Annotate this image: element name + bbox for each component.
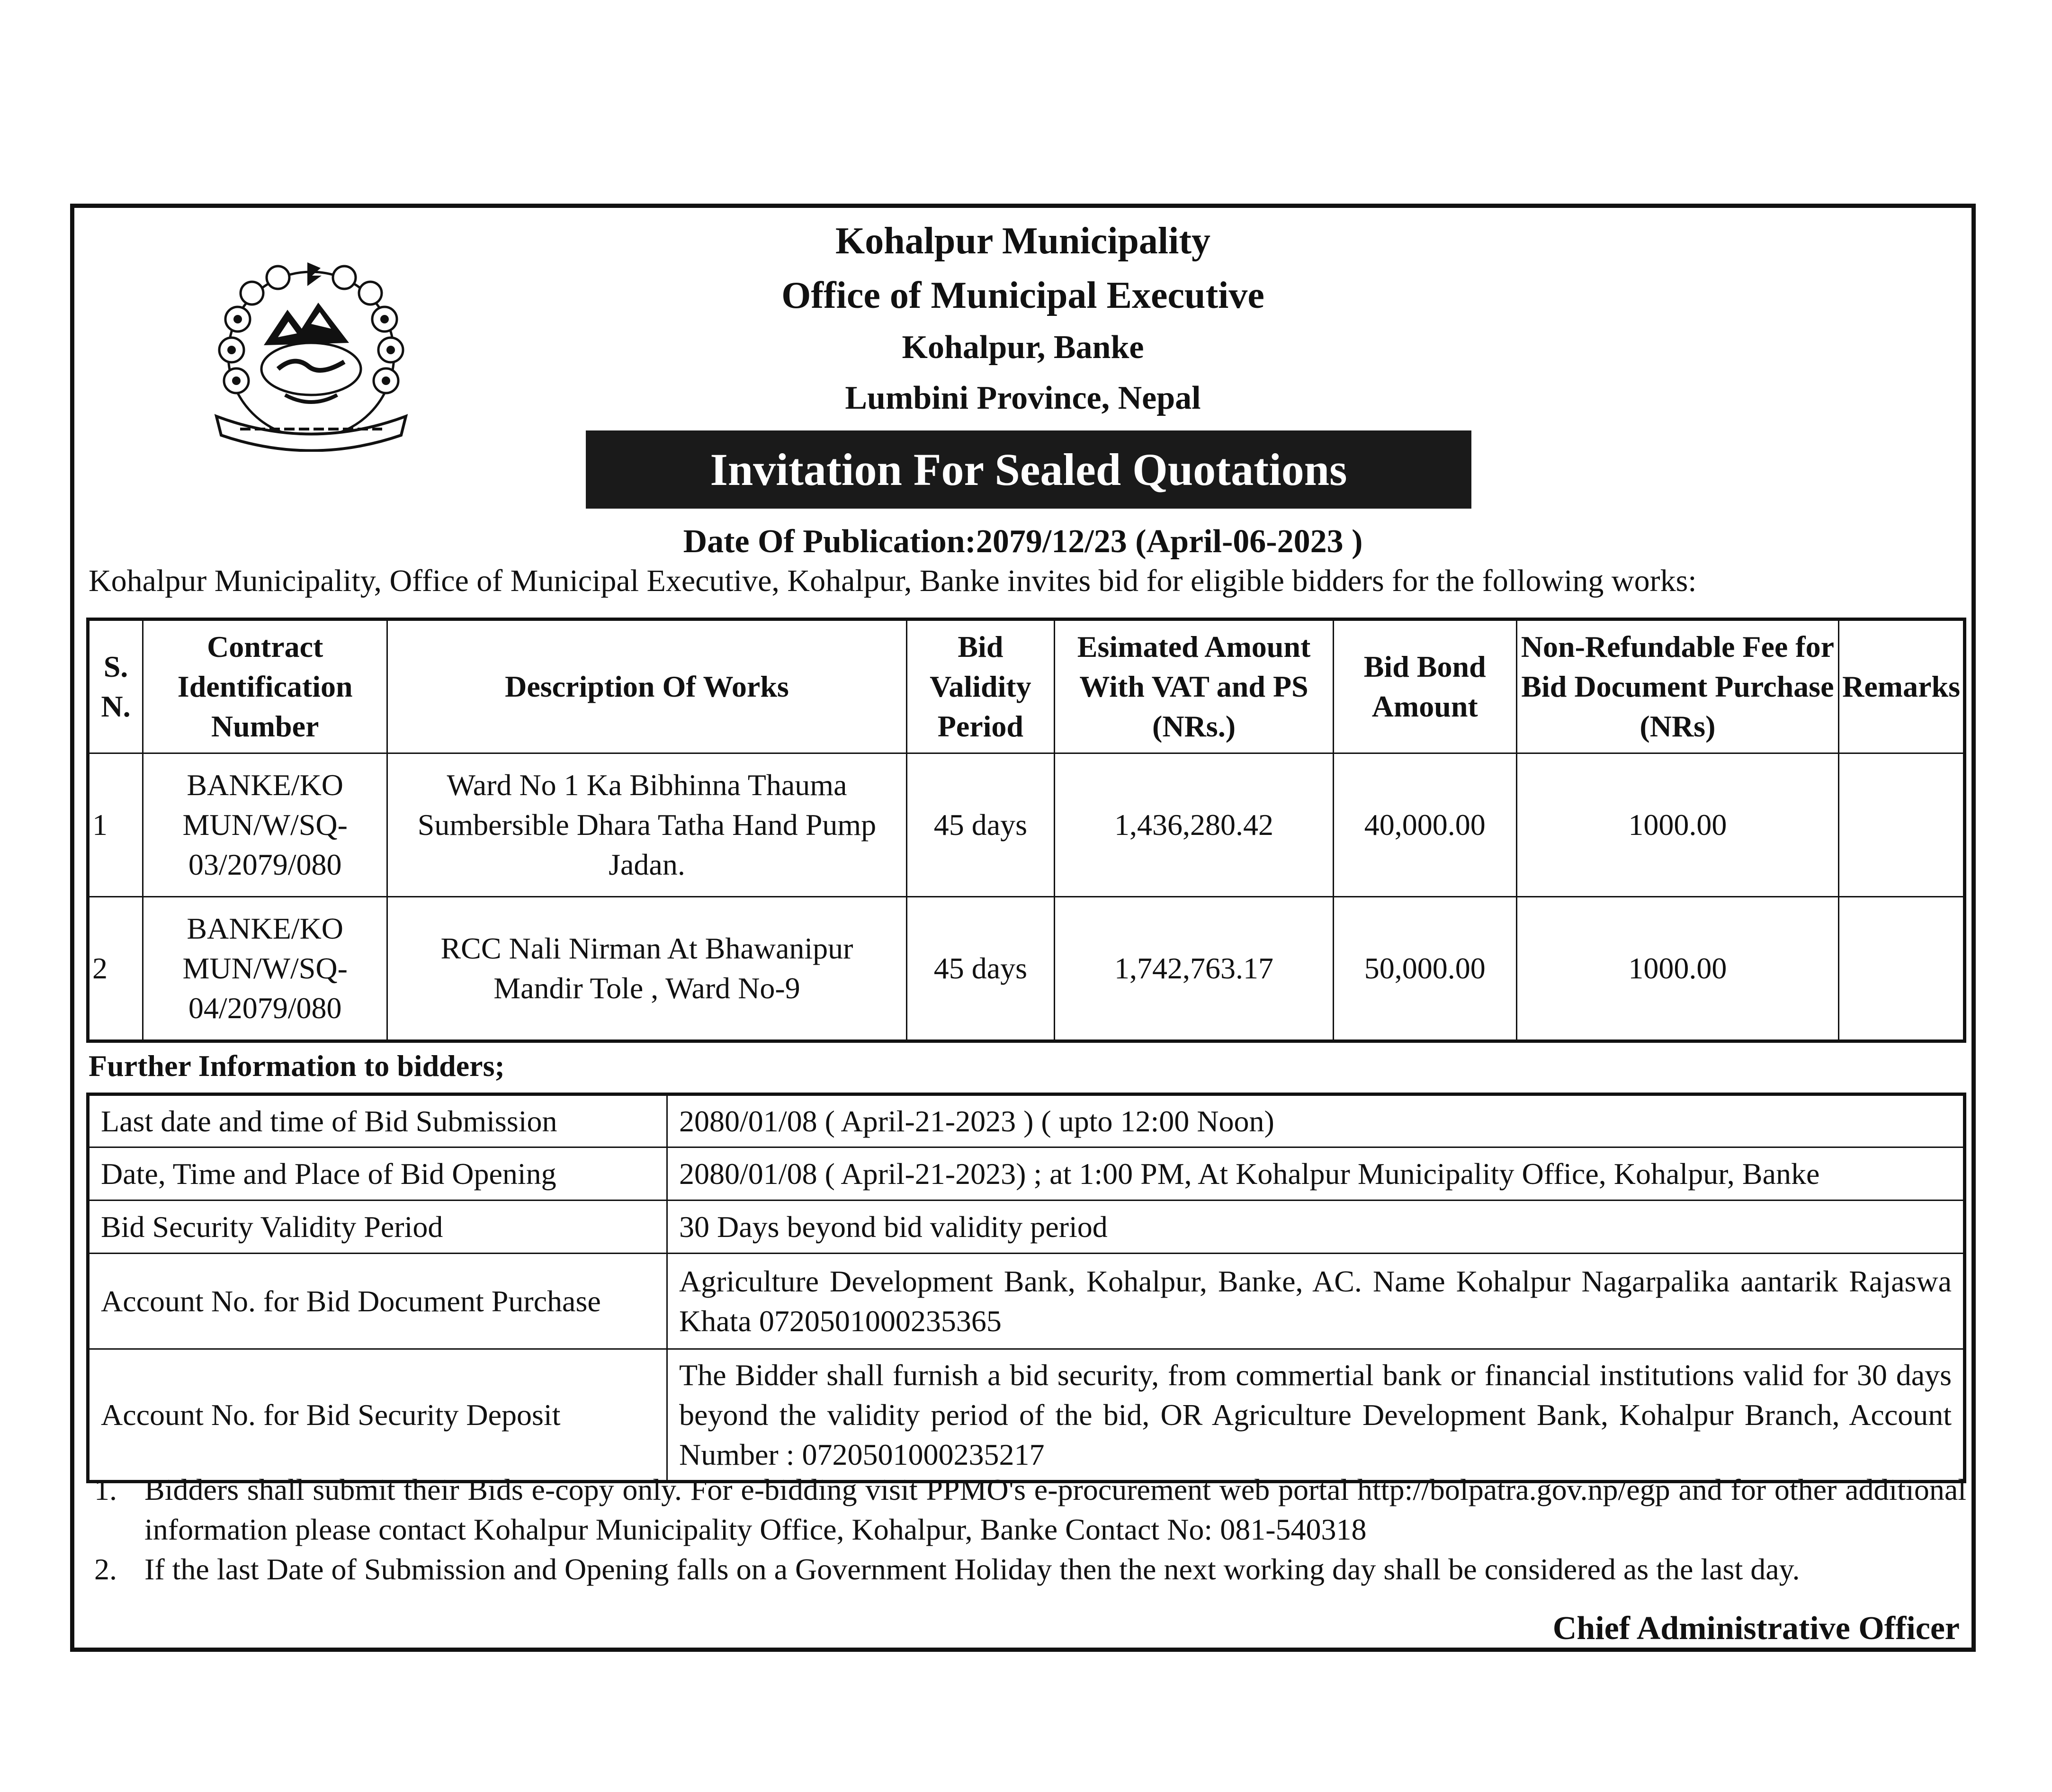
cell-bond: 40,000.00 [1333,753,1516,897]
cell-remarks [1839,753,1965,897]
table-row [88,897,1965,1041]
publication-date-value: 2079/12/23 (April-06-2023 ) [976,523,1363,560]
info-value: The Bidder shall furnish a bid security, from commertial bank or financial institutions valid for 30 days beyond the validity period of the bid, OR Agriculture Development Bank, Kohalpur Branch, Account Number : 0720501000235217 [667,1349,1965,1482]
col-header-contract-id: Contract Identification Number [143,619,387,753]
note-number: 2. [94,1552,117,1586]
info-value: 2080/01/08 ( April-21-2023 ) ( upto 12:00 Noon) [667,1094,1965,1147]
info-row [88,1254,1965,1349]
info-row [88,1147,1965,1201]
note-text: Bidders shall submit their Bids e-copy only. For e-bidding visit PPMO's e-procurement web portal http://bolpatra.gov.np/egp and for other additional information please contact Kohalpur Municipality Office, Kohalpur, Banke Contact No: 081-540318 [144,1473,1966,1546]
col-header-bond: Bid Bond Amount [1333,619,1516,753]
further-info-table [86,1093,1966,1483]
cell-fee: 1000.00 [1516,897,1839,1041]
info-label: Account No. for Bid Security Deposit [88,1349,667,1482]
cell-contract-id: BANKE/KO MUN/W/SQ- 04/2079/080 [143,897,387,1041]
note-number: 1. [94,1473,117,1506]
municipality-name: Kohalpur Municipality [835,220,1211,262]
col-header-estimate: Esimated Amount With VAT and PS (NRs.) [1055,619,1334,753]
province-name: Lumbini Province, Nepal [845,380,1201,416]
cell-description: Ward No 1 Ka Bibhinna Thauma Sumbersible Dhara Tatha Hand Pump Jadan. [387,753,906,897]
note-item [89,1470,1966,1550]
note-text: If the last Date of Submission and Opening falls on a Government Holiday then the next working day shall be considered as the last day. [144,1552,1800,1586]
info-row [88,1349,1965,1482]
info-label: Account No. for Bid Document Purchase [88,1254,667,1349]
further-info-title: Further Information to bidders; [89,1049,505,1083]
publication-date [74,523,1971,561]
note-item [89,1550,1966,1589]
cell-description: RCC Nali Nirman At Bhawanipur Mandir Tole , Ward No-9 [387,897,906,1041]
cell-remarks [1839,897,1965,1041]
info-label: Bid Security Validity Period [88,1201,667,1254]
info-label: Last date and time of Bid Submission [88,1094,667,1147]
notice-title: Invitation For Sealed Quotations [586,430,1471,509]
signatory-title: Chief Administrative Officer [1552,1610,1960,1647]
cell-sn: 1 [88,753,143,897]
info-value: 30 Days beyond bid validity period [667,1201,1965,1254]
cell-validity: 45 days [906,753,1055,897]
intro-text: Kohalpur Municipality, Office of Municipal Executive, Kohalpur, Banke invites bid for eligible bidders for the following works: [89,564,1697,598]
info-row [88,1201,1965,1254]
cell-sn: 2 [88,897,143,1041]
cell-validity: 45 days [906,897,1055,1041]
cell-contract-id: BANKE/KO MUN/W/SQ- 03/2079/080 [143,753,387,897]
info-row [88,1094,1965,1147]
info-label: Date, Time and Place of Bid Opening [88,1147,667,1201]
cell-bond: 50,000.00 [1333,897,1516,1041]
office-name: Office of Municipal Executive [781,275,1264,316]
notes-list [89,1470,1966,1589]
cell-fee: 1000.00 [1516,753,1839,897]
cell-estimate: 1,436,280.42 [1055,753,1334,897]
works-table [86,618,1966,1043]
info-value: 2080/01/08 ( April-21-2023) ; at 1:00 PM, At Kohalpur Municipality Office, Kohalpur, Banke [667,1147,1965,1201]
notice-frame [70,204,1976,1652]
works-table-header [88,619,1965,753]
col-header-description: Description Of Works [387,619,906,753]
cell-estimate: 1,742,763.17 [1055,897,1334,1041]
col-header-sn: S. N. [88,619,143,753]
table-row [88,753,1965,897]
office-location: Kohalpur, Banke [902,329,1144,366]
col-header-remarks: Remarks [1839,619,1965,753]
info-value: Agriculture Development Bank, Kohalpur, Banke, AC. Name Kohalpur Nagarpalika aantarik Rajaswa Khata 0720501000235365 [667,1254,1965,1349]
col-header-fee: Non-Refundable Fee for Bid Document Purchase (NRs) [1516,619,1839,753]
col-header-validity: Bid Validity Period [906,619,1055,753]
publication-date-label: Date Of Publication: [683,523,976,560]
